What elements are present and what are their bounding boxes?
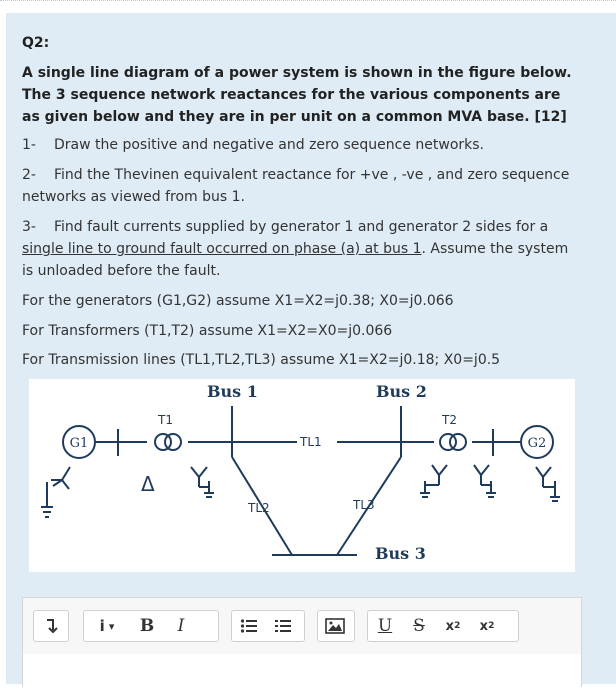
tl2-label: TL2 <box>248 501 270 515</box>
g1-grounded-wye <box>41 467 70 517</box>
g2-label: G2 <box>527 436 547 451</box>
tl1-label: TL1 <box>300 435 322 449</box>
info-dropdown-button[interactable] <box>84 611 130 641</box>
item-text: Find the Thevinen equivalent reactance for +ve , -ve , and zero sequence networks as viewed from bus 1. <box>22 167 570 205</box>
item-number: 3- <box>22 219 36 235</box>
tl3-label: TL3 <box>353 498 375 512</box>
g1-label: G1 <box>69 436 89 451</box>
insert-image-button[interactable] <box>318 611 352 641</box>
diagram-svg <box>29 379 575 572</box>
item-number: 2- <box>22 167 36 183</box>
subscript-button[interactable] <box>436 611 470 641</box>
list-group <box>231 610 305 642</box>
bullet-list-button[interactable] <box>232 611 266 641</box>
param-generators: For the generators (G1,G2) assume X1=X2=j0.38; X0=j0.066 <box>22 293 454 309</box>
question-title: Q2: <box>22 35 50 51</box>
top-dotted-border <box>0 0 616 5</box>
t2-grounded-wye-right <box>474 465 496 497</box>
text-style-group <box>83 610 219 642</box>
strikethrough-button[interactable]: S <box>413 616 425 636</box>
t2-winding-2 <box>450 434 466 450</box>
t2-label: T2 <box>442 413 457 427</box>
subscript-label: x <box>445 618 455 634</box>
bullet-list-icon <box>240 618 258 634</box>
question-intro: A single line diagram of a power system is shown in the figure below. The 3 sequence network reactances for the various components are as given below and they are in per unit on a common MVA base. [12] <box>22 65 572 125</box>
editor-toolbar <box>23 598 581 655</box>
item-text: Draw the positive and negative and zero sequence networks. <box>54 137 485 153</box>
info-icon: i <box>99 617 105 635</box>
t1-label: T1 <box>158 413 173 427</box>
numbered-list-icon <box>274 618 292 634</box>
bus3-label: Bus 3 <box>375 544 426 563</box>
question-item-3 <box>22 216 582 282</box>
t2-grounded-wye-left <box>420 465 447 497</box>
bus1-label: Bus 1 <box>207 382 258 401</box>
subscript-mark: 2 <box>454 621 461 631</box>
answer-text-area[interactable] <box>23 654 581 688</box>
answer-editor <box>22 597 582 687</box>
italic-button[interactable]: I <box>177 616 185 636</box>
paragraph-group <box>33 610 69 642</box>
g2-grounded-wye <box>536 467 560 501</box>
format-group <box>367 610 519 642</box>
paragraph-format-button[interactable] <box>34 611 68 641</box>
item-number: 1- <box>22 137 36 153</box>
question-item-1 <box>22 134 582 156</box>
t1-grounded-wye <box>191 467 214 497</box>
superscript-label: x <box>479 618 489 634</box>
superscript-button[interactable] <box>470 611 504 641</box>
bold-button[interactable]: B <box>139 616 155 636</box>
image-icon <box>325 618 345 634</box>
item-text: Find fault currents supplied by generator 1 and generator 2 sides for a <box>54 219 549 235</box>
paragraph-icon <box>44 618 58 634</box>
question-item-2 <box>22 164 582 208</box>
t1-winding-2 <box>165 434 181 450</box>
item-text-end: . Assume the system is unloaded before the fault. <box>22 241 569 279</box>
chevron-down-icon: ▾ <box>108 619 115 633</box>
single-line-diagram <box>29 379 575 572</box>
item-underlined-text: single line to ground fault occurred on phase (a) at bus 1 <box>22 241 422 257</box>
param-transformers: For Transformers (T1,T2) assume X1=X2=X0=j0.066 <box>22 323 393 339</box>
param-lines: For Transmission lines (TL1,TL2,TL3) assume X1=X2=j0.18; X0=j0.5 <box>22 352 501 368</box>
numbered-list-button[interactable] <box>266 611 300 641</box>
bus2-label: Bus 2 <box>376 382 427 401</box>
t1-delta-symbol: Δ <box>141 472 155 496</box>
superscript-mark: 2 <box>488 621 495 631</box>
underline-button[interactable]: U <box>377 616 393 636</box>
media-group <box>317 610 355 642</box>
